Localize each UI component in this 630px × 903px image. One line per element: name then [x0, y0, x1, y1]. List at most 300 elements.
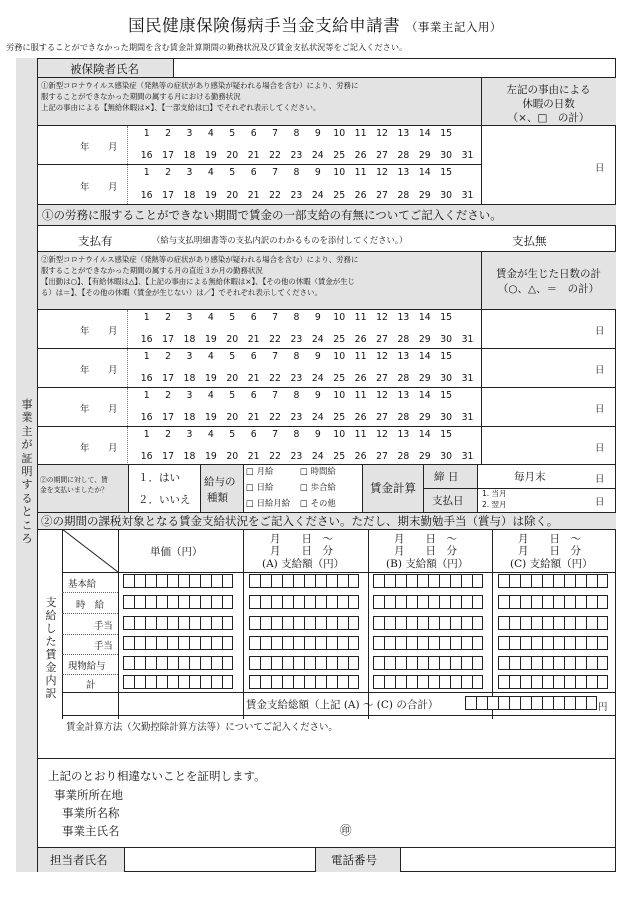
day-cell[interactable]: 26: [354, 150, 367, 161]
day-cell[interactable]: 22: [269, 412, 281, 423]
day-cell[interactable]: 12: [376, 429, 388, 440]
wage-amount-cells[interactable]: [498, 616, 608, 630]
sec1-desc-2: 服することができなかった期間の属する月における勤務状況: [41, 92, 241, 101]
wage-total-label: 賃金支給総額（上記 (A) ～ (C) の合計）: [246, 699, 439, 711]
wage-amount-cells[interactable]: [373, 574, 483, 588]
sec2-m3-month-label: 年 月: [80, 404, 118, 415]
day-cell[interactable]: 15: [440, 429, 453, 440]
unit-price-header: 単価（円）: [150, 546, 203, 558]
day-cell[interactable]: 6: [250, 351, 257, 362]
insured-name-field[interactable]: [174, 59, 615, 77]
day-cell[interactable]: 29: [418, 373, 431, 384]
day-cell[interactable]: 12: [376, 312, 388, 323]
sec1-m2-month-label: 年 月: [80, 181, 118, 193]
day-cell[interactable]: 11: [354, 429, 367, 440]
wage-amount-cells[interactable]: [373, 616, 483, 630]
phone-field[interactable]: [401, 848, 615, 872]
day-cell[interactable]: 18: [183, 334, 196, 345]
day-cell[interactable]: 10: [333, 390, 346, 401]
day-cell[interactable]: 5: [229, 429, 236, 440]
day-cell[interactable]: 9: [314, 429, 321, 440]
sec1-desc-1: ①新型コロナウイルス感染症（発熱等の症状があり感染が疑われる場合を含む）により、労務に: [41, 81, 359, 90]
pay-no-option[interactable]: ２．いいえ: [138, 494, 191, 506]
cert-statement: 上記のとおり相違ないことを証明します。: [48, 769, 266, 783]
sec1-right-2: 休暇の日数: [522, 98, 575, 110]
wage-total-yen: 円: [598, 702, 608, 713]
sec2-m3-days-row-1[interactable]: [136, 390, 457, 401]
day-cell[interactable]: 15: [440, 312, 453, 323]
day-cell[interactable]: 17: [162, 334, 174, 345]
day-cell[interactable]: 23: [290, 373, 303, 384]
cert-address-label: 事業所所在地: [54, 788, 123, 802]
day-cell[interactable]: 10: [333, 429, 346, 440]
day-cell[interactable]: 19: [204, 451, 217, 462]
day-cell[interactable]: 9: [314, 128, 321, 139]
day-cell[interactable]: 15: [440, 167, 453, 178]
day-cell[interactable]: 28: [397, 150, 410, 161]
day-cell[interactable]: 21: [247, 334, 260, 345]
day-cell[interactable]: 1: [143, 167, 150, 178]
day-cell[interactable]: 22: [269, 150, 281, 161]
wage-row-label: 現物給与: [68, 661, 106, 672]
day-cell[interactable]: 25: [333, 334, 346, 345]
day-cell[interactable]: 24: [311, 412, 324, 423]
day-cell[interactable]: 8: [293, 429, 300, 440]
day-cell[interactable]: 17: [162, 373, 174, 384]
day-cell[interactable]: 23: [290, 451, 303, 462]
calc-method-field[interactable]: [62, 730, 616, 758]
day-cell[interactable]: 30: [440, 150, 453, 161]
day-cell[interactable]: 7: [272, 312, 278, 323]
day-cell[interactable]: 3: [186, 128, 193, 139]
day-cell[interactable]: 29: [418, 451, 431, 462]
day-cell[interactable]: 3: [186, 167, 193, 178]
wage-breakdown-side-label: 支給した賃金内訳: [45, 596, 57, 700]
day-cell[interactable]: 9: [314, 351, 321, 362]
day-cell[interactable]: 25: [333, 190, 346, 201]
wage-amount-cells[interactable]: [123, 656, 233, 670]
day-cell[interactable]: 31: [461, 334, 474, 345]
day-cell[interactable]: 31: [461, 373, 474, 384]
day-cell[interactable]: 8: [293, 390, 300, 401]
day-cell[interactable]: 25: [333, 150, 346, 161]
day-cell[interactable]: 9: [314, 390, 321, 401]
employer-side-label: 事業主が証明するところ: [21, 398, 33, 546]
kind-other[interactable]: □ その他: [300, 498, 336, 508]
wage-amount-cells[interactable]: [373, 675, 483, 689]
wage-row-label: 時 給: [76, 600, 105, 611]
day-cell[interactable]: 26: [354, 451, 367, 462]
day-cell[interactable]: 14: [418, 390, 431, 401]
day-cell[interactable]: 27: [376, 373, 388, 384]
day-cell[interactable]: 3: [186, 390, 193, 401]
day-cell[interactable]: 24: [311, 373, 324, 384]
day-cell[interactable]: 24: [311, 451, 324, 462]
day-cell[interactable]: 13: [397, 429, 410, 440]
day-cell[interactable]: 16: [140, 150, 153, 161]
kind-daily[interactable]: □ 日給: [246, 482, 274, 492]
day-cell[interactable]: 14: [418, 128, 431, 139]
day-cell[interactable]: 23: [290, 334, 303, 345]
day-cell[interactable]: 14: [418, 351, 431, 362]
sec1-day-unit: 日: [595, 163, 605, 174]
day-cell[interactable]: 13: [397, 312, 410, 323]
sec2-m1-days-row-2[interactable]: [136, 334, 478, 345]
wage-amount-cells[interactable]: [498, 574, 608, 588]
day-cell[interactable]: 2: [165, 128, 172, 139]
sec2-m3-days-row-2[interactable]: [136, 412, 478, 423]
day-cell[interactable]: 4: [207, 312, 214, 323]
wage-calc-label: 賃金計算: [370, 481, 416, 495]
day-cell[interactable]: 4: [207, 351, 214, 362]
wage-amount-cells[interactable]: [373, 656, 483, 670]
sec1-m2-days-row-2[interactable]: [136, 190, 478, 201]
phone-label: 電話番号: [331, 853, 377, 867]
day-cell[interactable]: 2: [165, 312, 172, 323]
wage-amount-cells[interactable]: [373, 636, 483, 650]
day-cell[interactable]: 6: [250, 312, 257, 323]
wage-amount-cells[interactable]: [498, 656, 608, 670]
day-cell[interactable]: 7: [272, 390, 278, 401]
wage-amount-cells[interactable]: [249, 595, 359, 609]
day-cell[interactable]: 13: [397, 167, 410, 178]
cert-office-label: 事業所名称: [62, 806, 120, 820]
day-cell[interactable]: 31: [461, 451, 474, 462]
day-cell[interactable]: 13: [397, 351, 410, 362]
day-cell[interactable]: 7: [272, 167, 278, 178]
sec2-right-2: （○、△、＝ の計）: [497, 283, 600, 295]
sec2-m4-days-row-1[interactable]: [136, 429, 457, 440]
seal-mark: ㊞: [340, 823, 352, 837]
close-day-value: 毎月末: [514, 471, 546, 483]
day-cell[interactable]: 11: [354, 351, 367, 362]
day-cell[interactable]: 24: [311, 334, 324, 345]
day-cell[interactable]: 30: [440, 190, 453, 201]
wage-amount-cells[interactable]: [123, 636, 233, 650]
wage-kind-label-1: 給与の: [204, 476, 236, 488]
day-cell[interactable]: 5: [229, 351, 236, 362]
day-cell[interactable]: 6: [250, 429, 257, 440]
period-b-top: 月 日 ～: [394, 533, 457, 545]
day-cell[interactable]: 18: [183, 412, 196, 423]
day-cell[interactable]: 30: [440, 334, 453, 345]
wage-table-corner-diagonal: [62, 529, 118, 572]
day-cell[interactable]: 19: [204, 334, 217, 345]
kind-monthly[interactable]: □ 月給: [246, 466, 274, 476]
day-cell[interactable]: 22: [269, 190, 281, 201]
day-cell[interactable]: 20: [226, 334, 239, 345]
day-cell[interactable]: 21: [247, 412, 260, 423]
partial-yes-option[interactable]: 支払有: [78, 234, 113, 248]
pay-day-unit: 日: [595, 497, 605, 508]
sec1-right-1: 左記の事由による: [506, 84, 591, 96]
day-cell[interactable]: 7: [272, 351, 278, 362]
day-cell[interactable]: 25: [333, 451, 346, 462]
day-cell[interactable]: 13: [397, 390, 410, 401]
sec1-m1-days-row-1[interactable]: [136, 128, 457, 139]
wage-row-label: 基本給: [68, 579, 97, 590]
pay-day-next[interactable]: 2. 翌月: [482, 500, 507, 509]
day-cell[interactable]: 26: [354, 373, 367, 384]
sec1-m1-days-row-2[interactable]: [136, 150, 478, 161]
wage-row-label: 手当: [94, 621, 113, 632]
day-cell[interactable]: 28: [397, 190, 410, 201]
form-title-main: 国民健康保険傷病手当金支給申請書: [128, 16, 401, 35]
day-cell[interactable]: 19: [204, 412, 217, 423]
day-cell[interactable]: 20: [226, 412, 239, 423]
day-cell[interactable]: 4: [207, 128, 214, 139]
day-cell[interactable]: 29: [418, 412, 431, 423]
kind-daily-monthly[interactable]: □ 日給月給: [246, 498, 291, 508]
calc-method-label: 賃金計算方法（欠勤控除計算方法等）についてご記入ください。: [66, 722, 338, 733]
day-cell[interactable]: 14: [418, 312, 431, 323]
day-cell[interactable]: 22: [269, 334, 281, 345]
wage-total-cells[interactable]: [465, 696, 597, 710]
day-cell[interactable]: 8: [293, 312, 300, 323]
kind-hourly[interactable]: □ 時間給: [300, 466, 336, 476]
day-cell[interactable]: 24: [311, 190, 324, 201]
day-cell[interactable]: 21: [247, 373, 260, 384]
day-cell[interactable]: 27: [376, 451, 388, 462]
sec2-m2-days-row-1[interactable]: [136, 351, 457, 362]
wage-amount-cells[interactable]: [498, 636, 608, 650]
sec2-right-1: 賃金が生じた日数の計: [496, 268, 601, 280]
period-a-bottom: 月 日 分: [270, 545, 333, 557]
period-c-bottom: 月 日 分: [518, 545, 581, 557]
pay-question-1: ②の期間に対して、賃: [40, 476, 108, 484]
day-cell[interactable]: 16: [140, 373, 153, 384]
day-cell[interactable]: 14: [418, 167, 431, 178]
day-cell[interactable]: 5: [229, 167, 236, 178]
day-cell[interactable]: 30: [440, 373, 453, 384]
day-cell[interactable]: 7: [272, 128, 278, 139]
day-cell[interactable]: 21: [247, 451, 260, 462]
wage-amount-cells[interactable]: [249, 574, 359, 588]
day-cell[interactable]: 26: [354, 190, 367, 201]
day-cell[interactable]: 1: [143, 429, 150, 440]
day-cell[interactable]: 2: [165, 351, 172, 362]
sec2-m3-day-unit: 日: [595, 404, 605, 415]
wage-kind-label-2: 種類: [207, 492, 228, 504]
cert-owner-label: 事業主氏名: [62, 824, 120, 838]
sec2-m2-days-row-2[interactable]: [136, 373, 478, 384]
pay-question-2: 金を支払いましたか？: [40, 486, 108, 494]
close-day-label: 締 日: [434, 471, 459, 483]
day-cell[interactable]: 1: [143, 312, 150, 323]
day-cell[interactable]: 6: [250, 390, 257, 401]
wage-row-label: 手当: [94, 641, 113, 652]
day-cell[interactable]: 13: [397, 128, 410, 139]
day-cell[interactable]: 26: [354, 334, 367, 345]
day-cell[interactable]: 29: [418, 334, 431, 345]
day-cell[interactable]: 31: [461, 412, 474, 423]
sec2-m2-month-label: 年 月: [80, 365, 118, 376]
sec2-m1-days-row-1[interactable]: [136, 312, 457, 323]
col-a-header: (A) 支給額（円）: [262, 558, 345, 570]
day-cell[interactable]: 10: [333, 312, 346, 323]
day-cell[interactable]: 25: [333, 373, 346, 384]
sec2-m4-day-unit: 日: [595, 443, 605, 454]
day-cell[interactable]: 14: [418, 429, 431, 440]
day-cell[interactable]: 20: [226, 373, 239, 384]
form-title-sub: （事業主記入用）: [405, 20, 502, 34]
day-cell[interactable]: 18: [183, 451, 196, 462]
day-cell[interactable]: 20: [226, 190, 239, 201]
insured-name-label: 被保険者氏名: [70, 62, 139, 76]
col-c-header: (C) 支給額（円）: [510, 558, 593, 570]
sec2-desc-1: ②新型コロナウイルス感染症（発熱等の症状があり感染が疑われる場合を含む）により、労務に: [41, 255, 359, 264]
day-cell[interactable]: 10: [333, 167, 346, 178]
day-cell[interactable]: 3: [186, 429, 193, 440]
day-cell[interactable]: 23: [290, 190, 303, 201]
day-cell[interactable]: 1: [143, 128, 150, 139]
partial-question: ①の労務に服することができない期間で賃金の一部支給の有無についてご記入ください。: [42, 208, 502, 222]
day-cell[interactable]: 19: [204, 190, 217, 201]
day-cell[interactable]: 17: [162, 412, 174, 423]
day-cell[interactable]: 19: [204, 373, 217, 384]
day-cell[interactable]: 17: [162, 150, 174, 161]
day-cell[interactable]: 5: [229, 390, 236, 401]
day-cell[interactable]: 15: [440, 351, 453, 362]
day-cell[interactable]: 10: [333, 351, 346, 362]
day-cell[interactable]: 1: [143, 351, 150, 362]
day-cell[interactable]: 3: [186, 312, 193, 323]
day-cell[interactable]: 21: [247, 150, 260, 161]
day-cell[interactable]: 18: [183, 190, 196, 201]
wage-amount-cells[interactable]: [123, 616, 233, 630]
day-cell[interactable]: 6: [250, 128, 257, 139]
day-cell[interactable]: 6: [250, 167, 257, 178]
sec1-m1-month-label: 年 月: [80, 142, 118, 153]
day-cell[interactable]: 12: [376, 167, 388, 178]
close-day-unit: 日: [595, 474, 605, 485]
day-cell[interactable]: 2: [165, 390, 172, 401]
wage-amount-cells[interactable]: [249, 675, 359, 689]
day-cell[interactable]: 17: [162, 451, 174, 462]
day-cell[interactable]: 7: [272, 429, 278, 440]
wage-amount-cells[interactable]: [249, 656, 359, 670]
day-cell[interactable]: 23: [290, 412, 303, 423]
sec1-desc-3: 上記の事由による【無給休暇は×】、【一部支給は□】でそれぞれ表示してください。: [41, 103, 321, 112]
day-cell[interactable]: 16: [140, 412, 153, 423]
sec2-m4-month-label: 年 月: [80, 443, 118, 454]
day-cell[interactable]: 25: [333, 412, 346, 423]
day-cell[interactable]: 11: [354, 167, 367, 178]
day-cell[interactable]: 3: [186, 351, 193, 362]
sec2-desc-2: 服することができなかった期間の属する月の直近３か月の勤務状況: [41, 266, 263, 275]
day-cell[interactable]: 16: [140, 190, 153, 201]
sec2-m2-day-unit: 日: [595, 365, 605, 376]
day-cell[interactable]: 28: [397, 412, 410, 423]
day-cell[interactable]: 18: [183, 373, 196, 384]
day-cell[interactable]: 9: [314, 312, 321, 323]
wage-amount-cells[interactable]: [123, 675, 233, 689]
day-cell[interactable]: 15: [440, 128, 453, 139]
wage-amount-cells[interactable]: [498, 595, 608, 609]
day-cell[interactable]: 24: [311, 150, 324, 161]
day-cell[interactable]: 27: [376, 150, 388, 161]
day-cell[interactable]: 22: [269, 451, 281, 462]
day-cell[interactable]: 8: [293, 128, 300, 139]
day-cell[interactable]: 29: [418, 150, 431, 161]
pay-day-current[interactable]: 1. 当月: [482, 489, 507, 498]
day-cell[interactable]: 2: [165, 429, 172, 440]
day-cell[interactable]: 4: [207, 390, 214, 401]
day-cell[interactable]: 8: [293, 351, 300, 362]
wage-amount-cells[interactable]: [498, 675, 608, 689]
kind-commission[interactable]: □ 歩合給: [300, 482, 336, 492]
day-cell[interactable]: 12: [376, 351, 388, 362]
day-cell[interactable]: 31: [461, 150, 474, 161]
partial-note: （給与支払明細書等の支払内訳のわかるものを添付してください。）: [152, 235, 408, 245]
sec1-m2-days-row-1[interactable]: [136, 167, 457, 178]
day-cell[interactable]: 21: [247, 190, 260, 201]
pay-yes-option[interactable]: １．はい: [138, 472, 180, 484]
sec2-desc-3: 【出勤は○】、【有給休暇は△】、【上記の事由による無給休暇は×】、【その他の休暇（賃金が生じ: [41, 277, 355, 286]
day-cell[interactable]: 16: [140, 334, 153, 345]
day-cell[interactable]: 26: [354, 412, 367, 423]
day-cell[interactable]: 18: [183, 150, 196, 161]
day-cell[interactable]: 8: [293, 167, 300, 178]
day-cell[interactable]: 2: [165, 167, 172, 178]
day-cell[interactable]: 9: [314, 167, 321, 178]
wage-amount-cells[interactable]: [249, 636, 359, 650]
partial-no-option[interactable]: 支払無: [512, 234, 547, 248]
day-cell[interactable]: 20: [226, 451, 239, 462]
wage-amount-cells[interactable]: [373, 595, 483, 609]
contact-person-field[interactable]: [125, 848, 315, 872]
day-cell[interactable]: 28: [397, 451, 410, 462]
wage-amount-cells[interactable]: [123, 574, 233, 588]
day-cell[interactable]: 11: [354, 390, 367, 401]
day-cell[interactable]: 10: [333, 128, 346, 139]
sec2-m4-days-row-2[interactable]: [136, 451, 478, 462]
day-cell[interactable]: 12: [376, 128, 388, 139]
day-cell[interactable]: 27: [376, 412, 388, 423]
day-cell[interactable]: 27: [376, 190, 388, 201]
day-cell[interactable]: 17: [162, 190, 174, 201]
day-cell[interactable]: 27: [376, 334, 388, 345]
sec1-right-3: （×、□ の計）: [507, 112, 590, 124]
day-cell[interactable]: 28: [397, 373, 410, 384]
day-cell[interactable]: 16: [140, 451, 153, 462]
day-cell[interactable]: 5: [229, 128, 236, 139]
day-cell[interactable]: 28: [397, 334, 410, 345]
day-cell[interactable]: 29: [418, 190, 431, 201]
form-intro: 労務に服することができなかった期間を含む賃金計算期間の勤務状況及び賃金支払状況等をご記入ください。: [6, 42, 408, 52]
day-cell[interactable]: 30: [440, 412, 453, 423]
day-cell[interactable]: 15: [440, 390, 453, 401]
day-cell[interactable]: 12: [376, 390, 388, 401]
day-cell[interactable]: 4: [207, 167, 214, 178]
day-cell[interactable]: 1: [143, 390, 150, 401]
period-b-bottom: 月 日 分: [394, 545, 457, 557]
day-cell[interactable]: 4: [207, 429, 214, 440]
day-cell[interactable]: 31: [461, 190, 474, 201]
day-cell[interactable]: 5: [229, 312, 236, 323]
day-cell[interactable]: 11: [354, 312, 367, 323]
wage-amount-cells[interactable]: [123, 595, 233, 609]
day-cell[interactable]: 30: [440, 451, 453, 462]
form-title: [0, 12, 630, 36]
period-c-top: 月 日 ～: [518, 533, 581, 545]
day-cell[interactable]: 22: [269, 373, 281, 384]
wage-amount-cells[interactable]: [249, 616, 359, 630]
day-cell[interactable]: 19: [204, 150, 217, 161]
day-cell[interactable]: 23: [290, 150, 303, 161]
day-cell[interactable]: 11: [354, 128, 367, 139]
day-cell[interactable]: 20: [226, 150, 239, 161]
